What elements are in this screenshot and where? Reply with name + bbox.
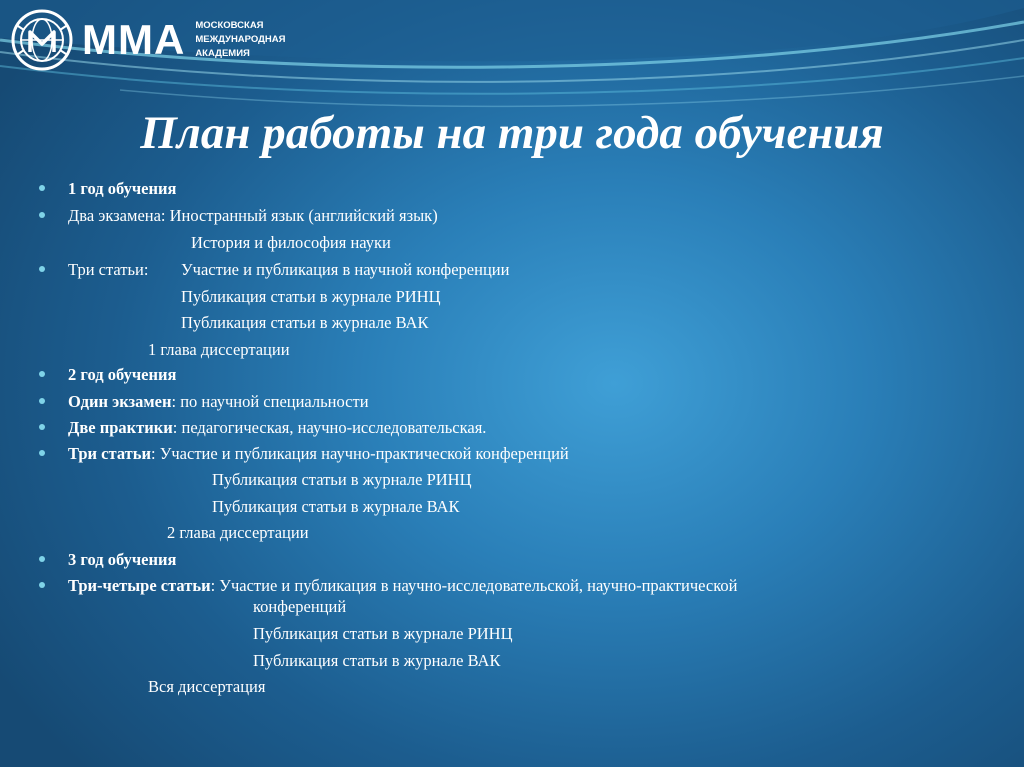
year1-article-item: Публикация статьи в журнале РИНЦ <box>181 287 441 306</box>
bullet-icon <box>39 185 45 191</box>
year1-heading: 1 год обучения <box>68 179 177 198</box>
year2-heading: 2 год обучения <box>68 365 177 384</box>
year3-heading: 3 год обучения <box>68 550 177 569</box>
logo-subtitle <box>195 19 285 61</box>
bullet-icon <box>39 582 45 588</box>
logo <box>10 8 285 72</box>
logo-subtitle-line: АКАДЕМИЯ <box>195 48 250 59</box>
year1-chapter: 1 глава диссертации <box>148 340 290 359</box>
bullet-icon <box>39 398 45 404</box>
logo-emblem-icon <box>10 8 74 72</box>
year1-exams: Два экзамена: Иностранный язык (английский язык) <box>68 206 438 225</box>
bullet-icon <box>39 371 45 377</box>
logo-subtitle-line: МОСКОВСКАЯ <box>195 20 264 31</box>
year3-chapter: Вся диссертация <box>148 677 266 696</box>
bullet-icon <box>39 450 45 456</box>
year2-article-item: Публикация статьи в журнале РИНЦ <box>212 470 472 489</box>
logo-subtitle-line: МЕЖДУНАРОДНАЯ <box>195 34 286 45</box>
year1-articles-label: Три статьи: <box>68 260 149 279</box>
year3-article-item: Публикация статьи в журнале ВАК <box>253 651 501 670</box>
bullet-icon <box>39 556 45 562</box>
logo-abbreviation: ММА <box>82 16 186 63</box>
bullet-icon <box>39 266 45 272</box>
year3-articles: Три-четыре статьи: Участие и публикация в научно-исследовательской, научно-практической <box>68 576 738 595</box>
year1-exam-item: История и философия науки <box>191 233 391 252</box>
year2-exam: Один экзамен: по научной специальности <box>68 392 369 411</box>
slide-title: План работы на три года обучения <box>140 107 884 159</box>
year2-practice: Две практики: педагогическая, научно-исследовательская. <box>68 418 487 437</box>
year3-article-item: Публикация статьи в журнале РИНЦ <box>253 624 513 643</box>
year2-articles: Три статьи: Участие и публикация научно-практической конференций <box>68 444 569 463</box>
year2-chapter: 2 глава диссертации <box>167 523 309 542</box>
bullet-icon <box>39 212 45 218</box>
year3-article-item-cont: конференций <box>253 597 347 616</box>
year2-article-item: Публикация статьи в журнале ВАК <box>212 497 460 516</box>
bullet-icon <box>39 424 45 430</box>
year1-article-item: Публикация статьи в журнале ВАК <box>181 313 429 332</box>
year1-article-item: Участие и публикация в научной конференции <box>181 260 510 279</box>
